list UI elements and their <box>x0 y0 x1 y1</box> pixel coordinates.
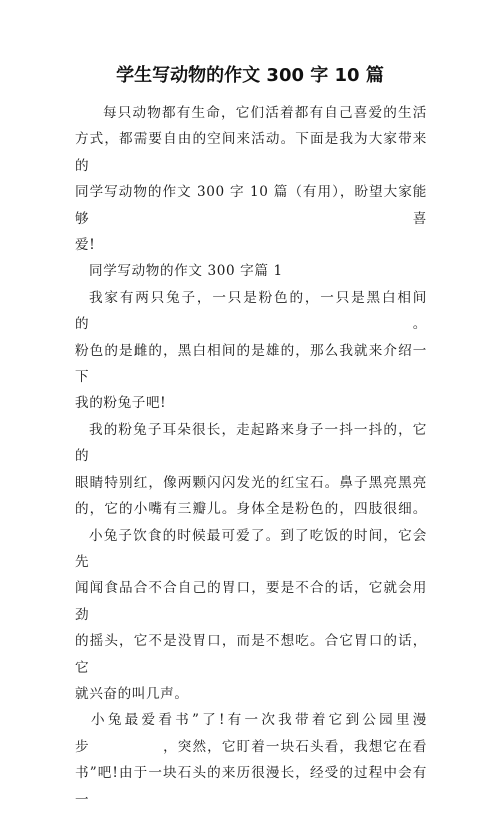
paragraph-line: 我家有两只兔子，一只是粉色的，一只是黑白相间的。 <box>75 289 427 333</box>
paragraph-line: 我的粉兔子吧! <box>75 395 167 412</box>
paragraph-line: 的摇头，它不是没胃口，而是不想吃。合它胃口的话，它 <box>75 633 427 676</box>
intro-line: 同学写动物的作文 300 字 10 篇（有用），盼望大家能够喜 <box>75 184 427 227</box>
section-heading: 同学写动物的作文 300 字篇 1 <box>89 263 283 280</box>
paragraph-line: 步 ，突然，它盯着一块石头看，我想它在看 <box>75 738 427 755</box>
paragraph-line: 就兴奋的叫几声。 <box>75 685 189 702</box>
paragraph-line: 我的粉兔子耳朵很长，走起路来身子一抖一抖的，它的 <box>75 421 427 465</box>
intro-line: 每只动物都有生命，它们活着都有自己喜爱的生活 <box>103 105 427 121</box>
paragraph-line: 粉色的是雌的，黑白相间的是雄的，那么我就来介绍一下 <box>75 342 427 386</box>
paragraph-line: 闻闻食品合不合自己的胃口，要是不合的话，它就会用劲 <box>75 580 427 623</box>
document-body <box>75 100 427 813</box>
document-title: 学生写动物的作文 300 字 10 篇 <box>116 65 384 86</box>
intro-line: 方式，都需要自由的空间来活动。下面是我为大家带来的 <box>75 131 427 174</box>
paragraph-line: 眼睛特别红，像两颗闪闪发光的红宝石。鼻子黑亮黑亮 <box>75 474 427 491</box>
intro-line: 爱! <box>75 237 96 254</box>
paragraph-line: 书”吧!由于一块石头的来历很漫长，经受的过程中会有一 <box>75 765 427 808</box>
paragraph-line: 小兔最爱看书”了!有一次我带着它到公园里漫 <box>91 712 427 729</box>
paragraph-line: 的，它的小嘴有三瓣儿。身体全是粉色的，四肢很细。 <box>75 501 427 518</box>
paragraph-line: 小兔子饮食的时候最可爱了。到了吃饭的时间，它会先 <box>75 527 427 570</box>
